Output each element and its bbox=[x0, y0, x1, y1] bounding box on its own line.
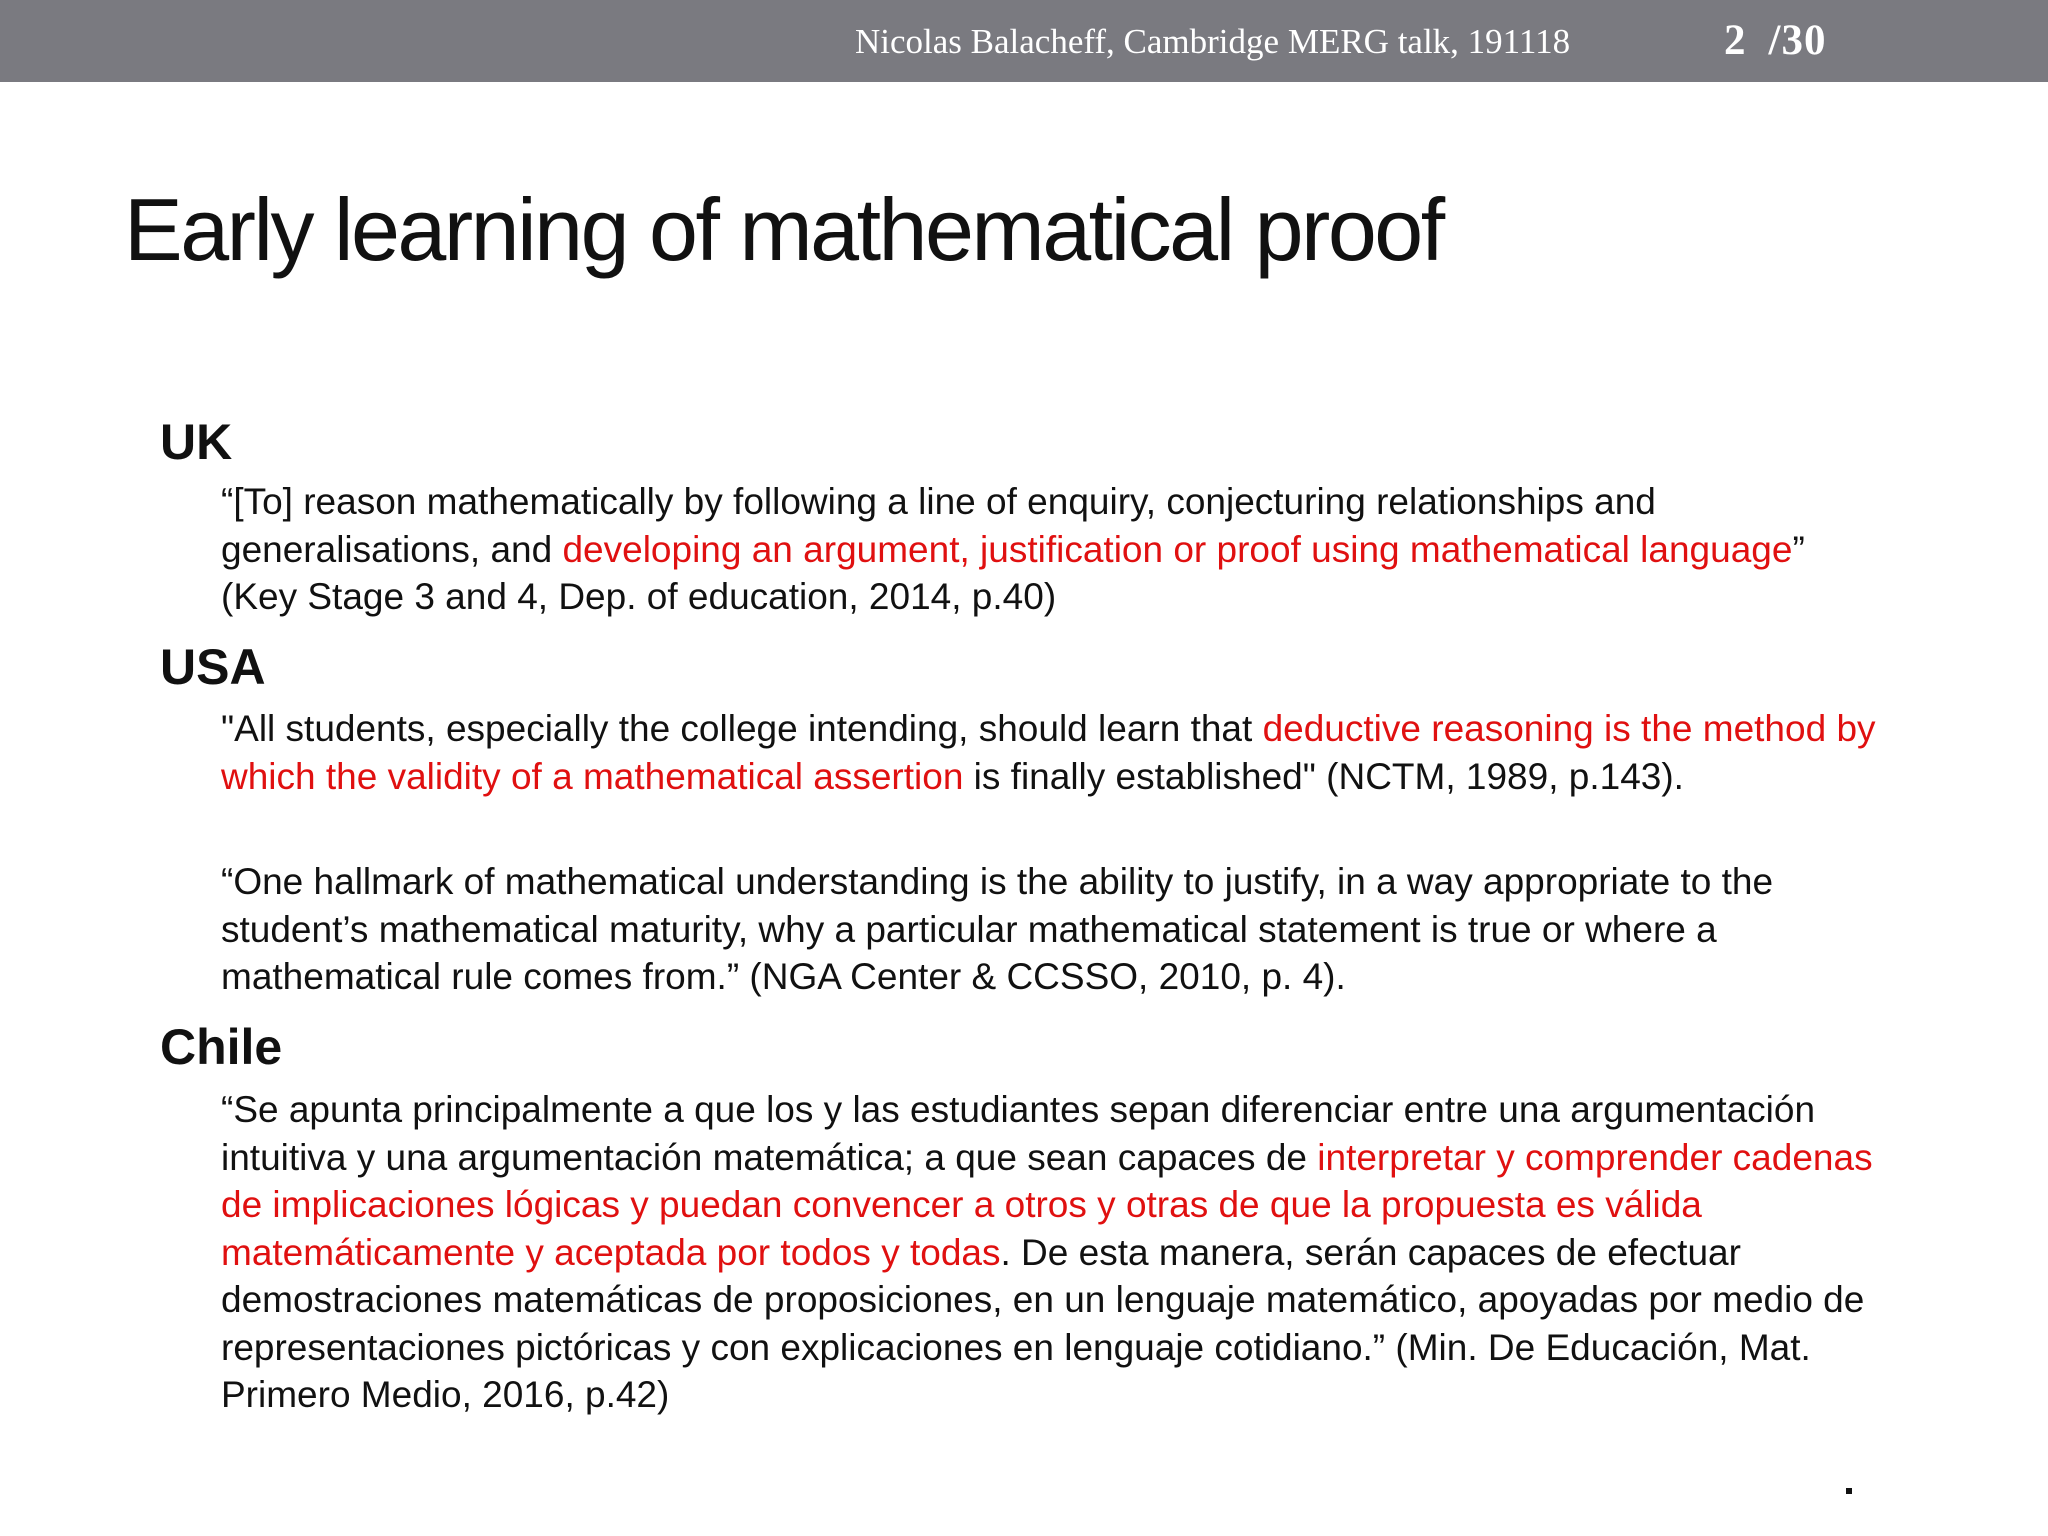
slide-current: 2 bbox=[1724, 17, 1747, 64]
quote-usa-highlight: deductive reasoning is the method by which the validity of a mathematical assertion bbox=[221, 708, 1876, 797]
quote-usa-text-a: "All students, especially the college intending, should learn that bbox=[221, 708, 1263, 749]
quote-chile bbox=[221, 1086, 1881, 1419]
corner-dot bbox=[1846, 1488, 1852, 1494]
quote-uk-text-c: ” (Key Stage 3 and 4, Dep. of education, 2014, p.40) bbox=[221, 528, 1805, 617]
quote-chile-highlight: interpretar y comprender cadenas de implicaciones lógicas y puedan convencer a otros y otras de que la propuesta es válida matemáticamente y aceptada por todos y todas bbox=[221, 1136, 1873, 1273]
heading-chile: Chile bbox=[160, 1019, 283, 1075]
quote-chile-text-c: . De esta manera, serán capaces de efectuar demostraciones matemáticas de proposiciones, en un lenguaje matemático, apoyadas por medio de representaciones pictóricas y con explicaciones en lenguaje cotidiano.” (Min. De Educación, Mat. Primero Medio, 2016, p.42) bbox=[221, 1231, 1865, 1415]
slide-total: /30 bbox=[1768, 17, 1827, 64]
slide-number bbox=[1724, 16, 1826, 65]
slide-title: Early learning of mathematical proof bbox=[124, 180, 1443, 279]
quote-uk-text-a: “[To] reason mathematically by following a line of enquiry, conjecturing relationships and generalisations, and bbox=[221, 481, 1656, 570]
quote-usa-text-c: is finally established" (NCTM, 1989, p.143). bbox=[963, 755, 1684, 797]
heading-uk: UK bbox=[160, 414, 233, 470]
header-bar bbox=[0, 0, 2048, 82]
quote-uk bbox=[221, 478, 1881, 621]
header-author-event: Nicolas Balacheff, Cambridge MERG talk, 191118 bbox=[855, 22, 1571, 61]
quote-usa-nctm bbox=[221, 705, 1881, 800]
quote-uk-highlight: developing an argument, justification or proof using mathematical language bbox=[562, 528, 1793, 570]
heading-usa: USA bbox=[160, 639, 266, 695]
quote-chile-text-a: “Se apunta principalmente a que los y las estudiantes sepan diferenciar entre una argumentación intuitiva y una argumentación matemática; a que sean capaces de bbox=[221, 1089, 1816, 1178]
quote-usa-ccsso: “One hallmark of mathematical understanding is the ability to justify, in a way appropriate to the student’s mathematical maturity, why a particular mathematical statement is true or where a mathematical rule comes from.” (NGA Center & CCSSO, 2010, p. 4). bbox=[221, 861, 1774, 997]
